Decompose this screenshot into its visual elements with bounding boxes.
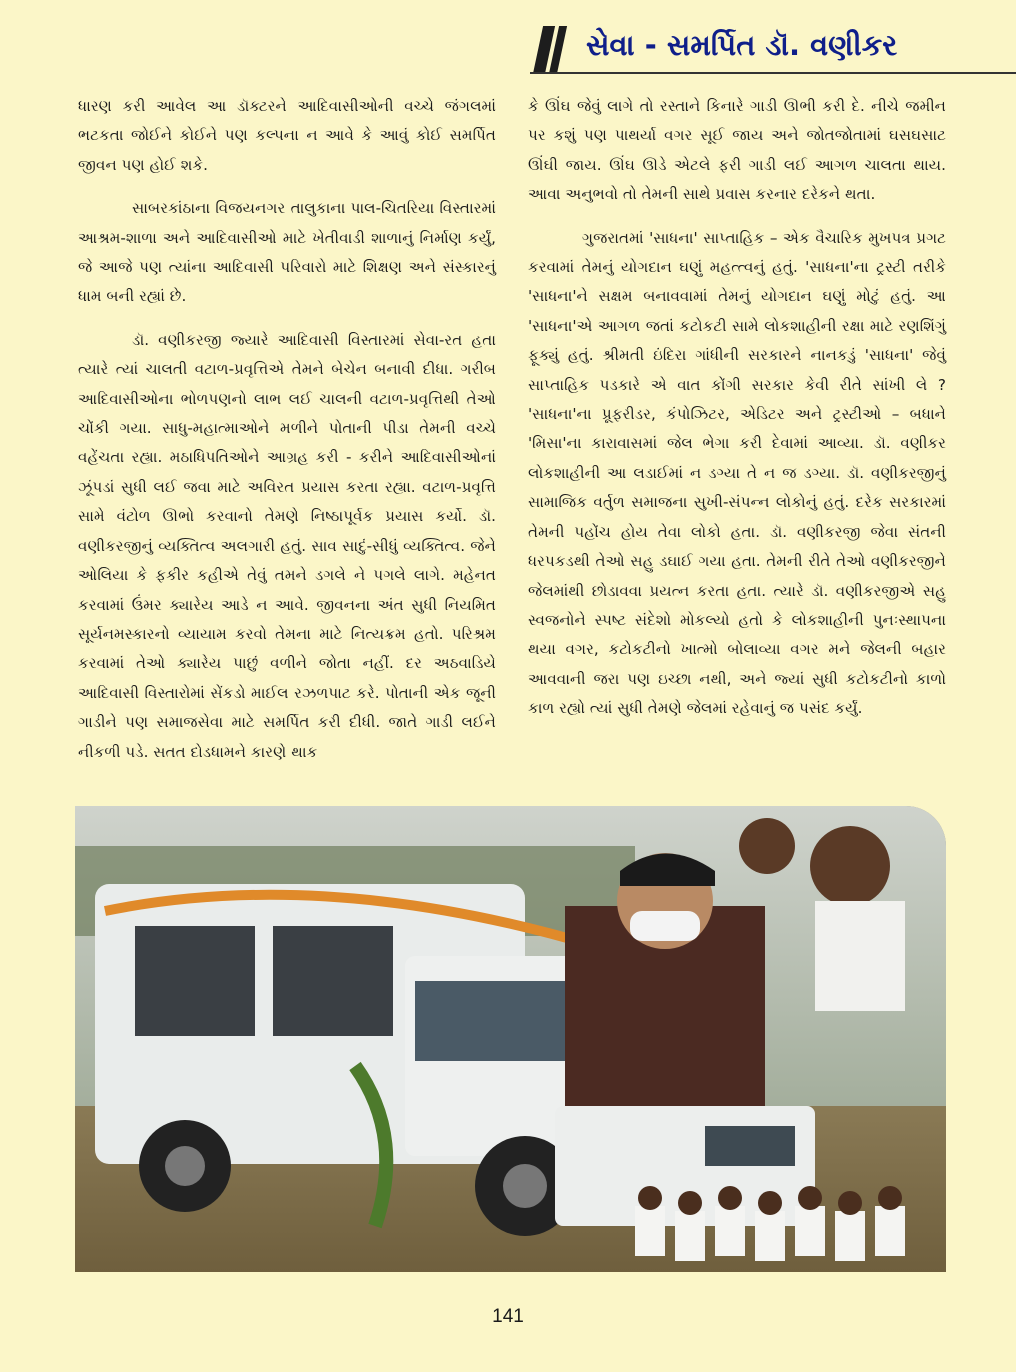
paragraph: ગુજરાતમાં 'સાધના' સાપ્તાહિક – એક વૈચારિક મુખપત્ર પ્રગટ કરવામાં તેમનું યોગદાન ઘણું મહત્ત્વનું હતું. 'સાધના'ના ટ્રસ્ટી તરીકે 'સાધના'ને સક્ષમ બનાવવામાં તેમનું યોગદાન ઘણું મોટું હતું. આ 'સાધના'એ આગળ જતાં કટોકટી સામે લોકશાહીની રક્ષા માટે રણશિંગું ફૂક્યું હતું. શ્રીમતી ઇંદિરા ગાંધીની સરકારને નાનકડું 'સાધના' જેવું સાપ્તાહિક પડકારે એ વાત કોંગી સરકાર કેવી રીતે સાંખી લે ? 'સાધના'ના પ્રૂફરીડર, કંપોઝિટર, એડિટર અને ટ્રસ્ટીઓ – બધાને 'મિસા'ના કારાવાસમાં જેલ ભેગા કરી દેવામાં આવ્યા. ડૉ. વણીકર લોકશાહીની આ લડાઈમાં ન ડગ્યા તે ન જ ડગ્યા. ડૉ. વણીકરજીનું સામાજિક વર્તુળ સમાજના સુખી-સંપન્ન લોકોનું હતું. દરેક સરકારમાં તેમની પહોંચ હોય તેવા લોકો હતા. ડૉ. વણીકરજી જેવા સંતની ધરપકડથી તેઓ સહુ ડઘાઈ ગયા હતા. તેમની રીતે તેઓ વણીકરજીને જેલમાંથી છોડાવવા પ્રયત્ન કરતા હતા. ત્યારે ડૉ. વણીકરજીએ સહુ સ્વજનોને સ્પષ્ટ સંદેશો મોકલ્યો હતો કે લોકશાહીની પુનઃસ્થાપના થયા વગર, કટોકટીનો ખાત્મો બોલાવ્યા વગર મને જેલની બહાર આવવાની જરા પણ ઇચ્છા નથી, અને જ્યાં સુધી કટોકટીનો કાળો કાળ રહ્યો ત્યાં સુધી તેમણે જેલમાં રહેવાનું જ પસંદ કર્યું.	[528, 228, 946, 718]
paragraph: ડૉ. વણીકરજી જ્યારે આદિવાસી વિસ્તારમાં સેવા-રત હતા ત્યારે ત્યાં ચાલતી વટાળ-પ્રવૃત્તિએ તેમને બેચેન બનાવી દીધા. ગરીબ આદિવાસીઓના ભોળપણનો લાભ લઈ ચાલની વટાળ-પ્રવૃત્તિથી તેઓ ચોંકી ગયા. સાધુ-મહાત્માઓને મળીને પોતાની પીડા તેમની વચ્ચે વહેંચતા રહ્યા. મઠાધિપતિઓને આગ્રહ કરી - કરીને આદિવાસીઓનાં ઝૂંપડાં સુધી લઈ જવા માટે અવિરત પ્રયાસ કરતા રહ્યા. વટાળ-પ્રવૃત્તિ સામે વંટોળ ઊભો કરવાનો તેમણે નિષ્ઠાપૂર્વક પ્રયાસ કર્યો. ડૉ. વણીકરજીનું વ્યક્તિત્વ અલગારી હતું. સાવ સાદું-સીધું વ્યક્તિત્વ. જેને ઓલિયા કે ફકીર કહીએ તેવું તમને ડગલે ને પગલે લાગે. મહેનત કરવામાં ઉંમર ક્યારેય આડે ન આવે. જીવનના અંત સુધી નિયમિત સૂર્યનમસ્કારનો વ્યાયામ કરવો તેમના માટે નિત્યક્રમ હતો. પરિશ્રમ કરવામાં તેઓ ક્યારેય પાછું વળીને જોતા નહીં. દર અઠવાડિયે આદિવાસી વિસ્તારોમાં સેંકડો માઈલ રઝળપાટ કરે. પોતાની એક જૂની ગાડીને પણ સમાજસેવા માટે સમર્પિત કરી દીધી. જાતે ગાડી લઈને નીકળી પડે. સતત દોડધામને કારણે થાક	[78, 330, 496, 761]
page-header	[530, 22, 1016, 74]
left-column	[78, 92, 496, 781]
paragraph: સાબરકાંઠાના વિજયનગર તાલુકાના પાલ-ચિતરિયા વિસ્તારમાં આશ્રમ-શાળા અને આદિવાસીઓ માટે ખેતીવાડી શાળાનું નિર્માણ કર્યું, જે આજે પણ ત્યાંના આદિવાસી પરિવારો માટે શિક્ષણ અને સંસ્કારનું ધામ બની રહ્યાં છે.	[78, 199, 496, 306]
header-rule	[530, 72, 1016, 74]
page-number: 141	[492, 1306, 524, 1327]
page-title: સેવા - સમર્પિત ડૉ. વણીકર	[586, 28, 898, 62]
photo-illustration	[75, 806, 946, 1272]
right-column	[528, 92, 946, 738]
paragraph: ધારણ કરી આવેલ આ ડૉક્ટરને આદિવાસીઓની વચ્ચે જંગલમાં ભટકતા જોઈને કોઈને પણ કલ્પના ન આવે કે આવું કોઈ સમર્પિત જીવન પણ હોઈ શકે.	[78, 97, 496, 174]
ambulance-photo	[75, 806, 946, 1272]
paragraph: કે ઊંઘ જેવું લાગે તો રસ્તાને કિનારે ગાડી ઊભી કરી દે. નીચે જમીન પર કશું પણ પાથર્યા વગર સૂઈ જાય અને જોતજોતામાં ઘસઘસાટ ઊંઘી જાય. ઊંઘ ઊડે એટલે ફરી ગાડી લઈ આગળ ચાલતા થાય. આવા અનુભવો તો તેમની સાથે પ્રવાસ કરનાર દરેકને થતા.	[528, 97, 946, 204]
